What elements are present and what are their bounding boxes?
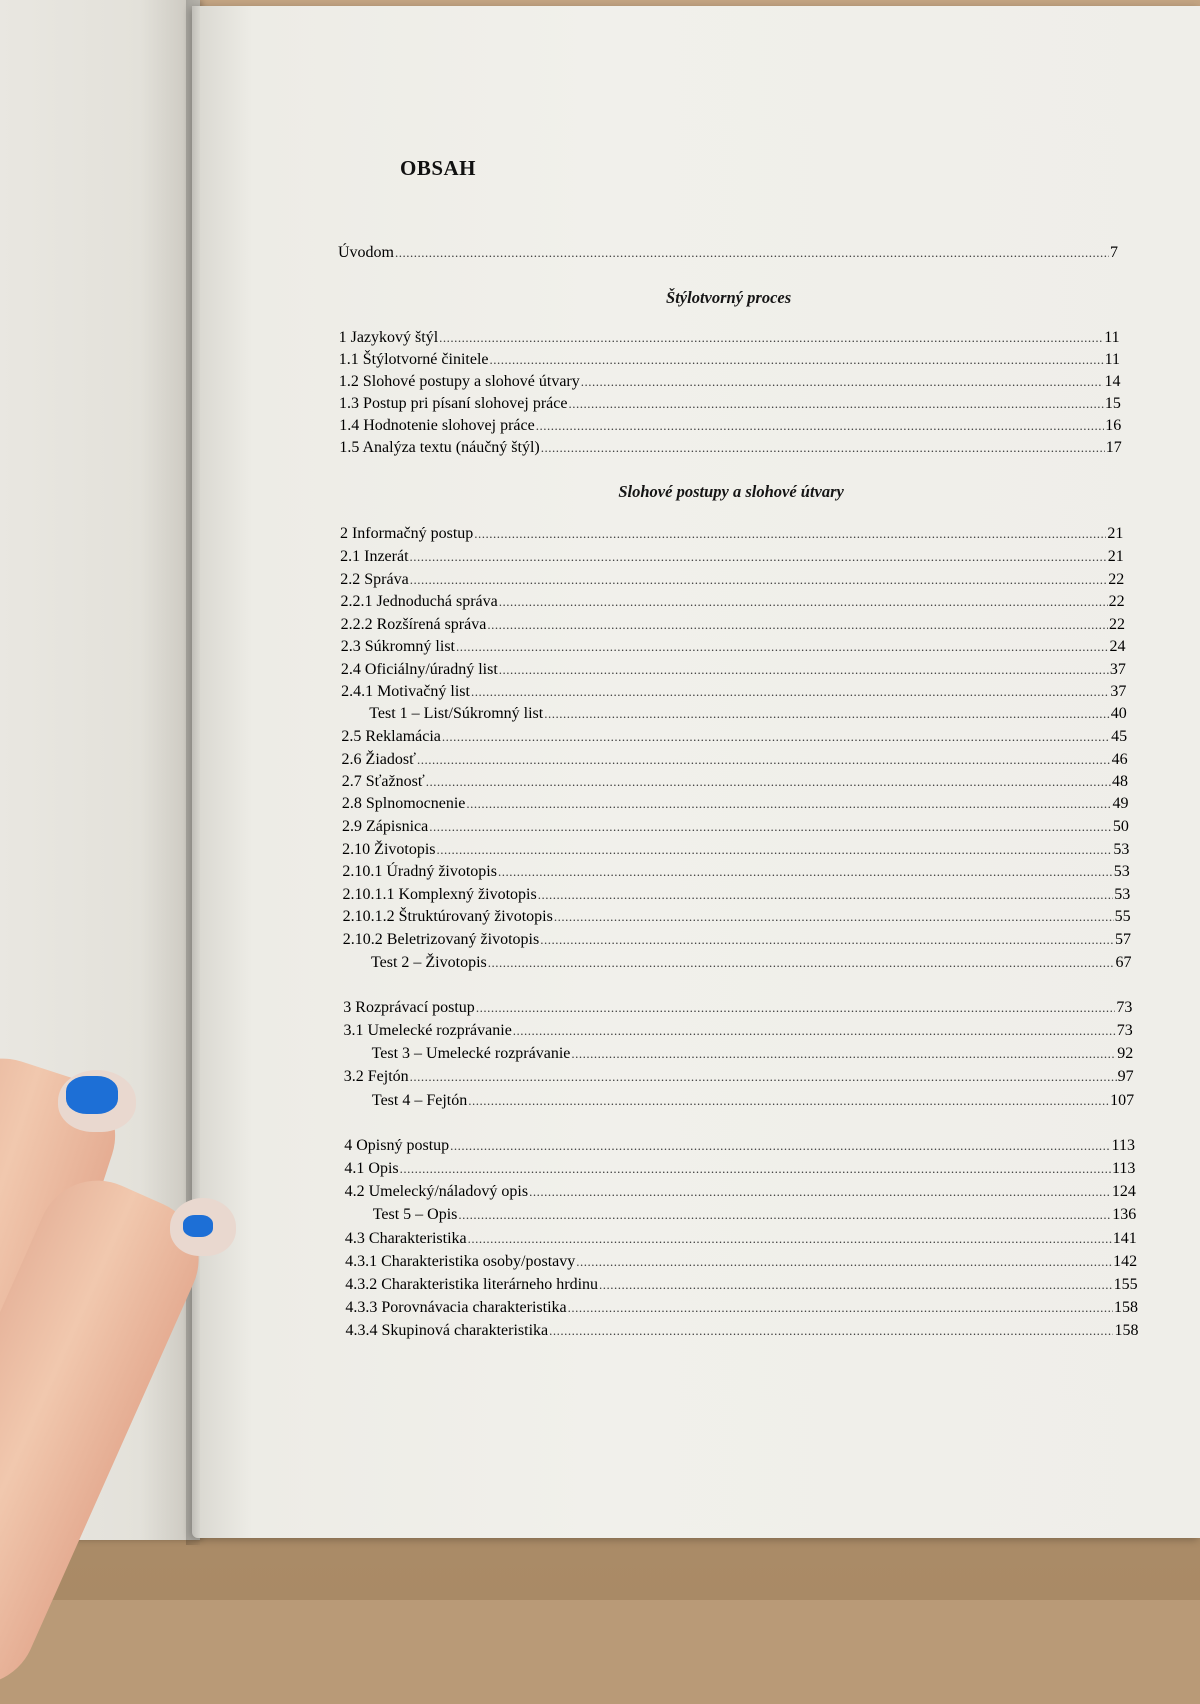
toc-entry-page-number: 107 xyxy=(1110,1092,1135,1109)
dot-leader xyxy=(488,952,1115,974)
dot-leader xyxy=(450,1135,1110,1157)
toc-entry-page-number: 113 xyxy=(1111,1160,1136,1177)
toc-entry-page-number: 57 xyxy=(1115,931,1132,948)
section-heading: Štýlotvorný proces xyxy=(666,288,792,307)
nail-polish-upper xyxy=(66,1076,118,1114)
dot-leader xyxy=(426,771,1111,793)
toc-entry-label: 1.2 Slohové postupy a slohové útvary xyxy=(338,373,580,390)
toc-entry-label: 2 Informačný postup xyxy=(339,525,474,542)
toc-entry-label: 2.5 Reklamácia xyxy=(341,728,441,745)
toc-entry xyxy=(344,1066,1134,1088)
book-spine xyxy=(186,0,200,1545)
toc-entry-page-number: 21 xyxy=(1107,525,1124,542)
toc-entry xyxy=(338,242,1118,264)
toc-entry xyxy=(340,569,1124,591)
dot-leader xyxy=(410,1066,1117,1088)
toc-entry xyxy=(345,1181,1136,1203)
toc-entry-label: 2.7 Sťažnosť xyxy=(341,773,425,790)
toc-entry xyxy=(342,861,1129,883)
toc-entry-page-number: 92 xyxy=(1117,1045,1134,1062)
dot-leader xyxy=(489,349,1103,371)
toc-entry xyxy=(342,771,1128,793)
toc-entry-label: Test 2 – Životopis xyxy=(370,954,487,971)
toc-entry-label: 1 Jazykový štýl xyxy=(338,329,439,346)
toc-entry-page-number: 24 xyxy=(1109,638,1126,655)
toc-entry-label: 2.8 Splnomocnenie xyxy=(341,795,466,812)
dot-leader xyxy=(544,703,1110,725)
dot-leader xyxy=(466,793,1111,815)
dot-leader xyxy=(458,1204,1111,1226)
dot-leader xyxy=(599,1274,1113,1296)
dot-leader xyxy=(540,929,1114,951)
dot-leader xyxy=(554,906,1114,928)
toc-entry xyxy=(339,349,1120,371)
dot-leader xyxy=(576,1251,1112,1273)
toc-entry-page-number: 55 xyxy=(1114,908,1131,925)
toc-entry xyxy=(339,371,1121,393)
toc-entry xyxy=(372,1043,1134,1065)
toc-entry-page-number: 22 xyxy=(1109,616,1126,633)
toc-entry xyxy=(340,591,1124,613)
toc-entry-label: 1.4 Hodnotenie slohovej práce xyxy=(339,417,535,434)
dot-leader xyxy=(476,997,1116,1019)
dot-leader xyxy=(529,1181,1111,1203)
toc-entry xyxy=(339,393,1121,415)
toc-entry-page-number: 22 xyxy=(1108,593,1125,610)
toc-entry-label: Test 1 – List/Súkromný list xyxy=(369,705,544,722)
toc-entry-label: 2.10.1.2 Štruktúrovaný životopis xyxy=(342,908,553,925)
dot-leader xyxy=(395,242,1109,264)
toc-entry-page-number: 67 xyxy=(1115,954,1132,971)
section-heading: Slohové postupy a slohové útvary xyxy=(618,482,844,501)
dot-leader xyxy=(513,1020,1116,1042)
toc-entry-page-number: 53 xyxy=(1113,863,1130,880)
dot-leader xyxy=(417,749,1111,771)
toc-entry-label: 2.2 Správa xyxy=(340,571,409,588)
toc-entry-page-number: 158 xyxy=(1114,1299,1139,1316)
toc-entry-label: 2.10.1 Úradný životopis xyxy=(342,863,497,880)
dot-leader xyxy=(571,1043,1116,1065)
toc-entry-label: 2.2.1 Jednoduchá správa xyxy=(340,593,498,610)
dot-leader xyxy=(456,636,1108,658)
dot-leader xyxy=(429,816,1112,838)
toc-entry-label: Úvodom xyxy=(338,244,394,261)
toc-entry-page-number: 53 xyxy=(1114,886,1131,903)
dot-leader xyxy=(410,569,1107,591)
toc-entry-label: 3 Rozprávací postup xyxy=(343,999,475,1016)
dot-leader xyxy=(568,393,1103,415)
dot-leader xyxy=(568,1297,1113,1319)
dot-leader xyxy=(581,371,1104,393)
toc-entry-label: 2.2.2 Rozšírená správa xyxy=(340,616,487,633)
toc-entry-label: 4.3.3 Porovnávacia charakteristika xyxy=(345,1299,567,1316)
toc-entry-label: 3.2 Fejtón xyxy=(343,1068,409,1085)
dot-leader xyxy=(499,659,1109,681)
toc-entry-page-number: 45 xyxy=(1111,728,1128,745)
toc-entry-page-number: 14 xyxy=(1104,373,1121,390)
toc-entry xyxy=(342,884,1130,906)
toc-entry-page-number: 11 xyxy=(1104,351,1121,368)
dot-leader xyxy=(410,546,1107,568)
toc-entry-label: 4.3 Charakteristika xyxy=(344,1230,467,1247)
toc-entry-label: 4.1 Opis xyxy=(344,1160,399,1177)
toc-entry xyxy=(340,546,1124,568)
dot-leader xyxy=(442,726,1110,748)
toc-entry-label: Test 4 – Fejtón xyxy=(371,1092,468,1109)
toc-entry-label: 2.1 Inzerát xyxy=(340,548,409,565)
toc-entry xyxy=(342,839,1129,861)
toc-entry-page-number: 136 xyxy=(1112,1206,1137,1223)
toc-entry-label: 1.5 Analýza textu (náučný štýl) xyxy=(339,439,540,456)
toc-entry-page-number: 97 xyxy=(1117,1068,1134,1085)
toc-entry-page-number: 40 xyxy=(1110,705,1127,722)
toc-entry-page-number: 11 xyxy=(1104,329,1120,346)
toc-entry-label: 4.3.2 Charakteristika literárneho hrdinu xyxy=(345,1276,599,1293)
toc-entry-label: 2.10.1.1 Komplexný životopis xyxy=(342,886,537,903)
toc-entry-page-number: 22 xyxy=(1108,571,1125,588)
toc-entry-label: 2.4 Oficiálny/úradný list xyxy=(340,661,498,678)
toc-entry xyxy=(343,1020,1132,1042)
toc-entry xyxy=(343,906,1131,928)
toc-entry xyxy=(345,1228,1137,1250)
toc-entry-page-number: 155 xyxy=(1113,1276,1138,1293)
toc-entry-page-number: 21 xyxy=(1107,548,1124,565)
dot-leader xyxy=(437,839,1113,861)
toc-entry-page-number: 37 xyxy=(1110,683,1127,700)
toc-entry xyxy=(341,614,1125,636)
toc-entry xyxy=(342,749,1128,771)
toc-entry-page-number: 16 xyxy=(1105,417,1122,434)
toc-entry-label: 1.3 Postup pri písaní slohovej práce xyxy=(339,395,568,412)
toc-entry-page-number: 73 xyxy=(1116,999,1133,1016)
toc-entry xyxy=(342,793,1129,815)
toc-entry-label: 2.3 Súkromný list xyxy=(340,638,455,655)
dot-leader xyxy=(536,415,1105,437)
dot-leader xyxy=(549,1320,1113,1342)
toc-entry xyxy=(371,952,1132,974)
dot-leader xyxy=(538,884,1113,906)
toc-entry xyxy=(346,1320,1139,1342)
dot-leader xyxy=(541,437,1105,459)
toc-entry xyxy=(343,997,1132,1019)
dot-leader xyxy=(468,1090,1109,1112)
toc-entry xyxy=(341,659,1126,681)
toc-entry xyxy=(341,636,1126,658)
dot-leader xyxy=(474,523,1106,545)
toc-entry-label: 2.10 Životopis xyxy=(342,841,436,858)
toc-entry-page-number: 46 xyxy=(1111,751,1128,768)
toc-entry xyxy=(345,1297,1138,1319)
dot-leader xyxy=(499,591,1108,613)
toc-entry-label: 2.6 Žiadosť xyxy=(341,751,416,768)
toc-entry-page-number: 48 xyxy=(1112,773,1129,790)
toc-entry xyxy=(341,726,1127,748)
toc-entry-page-number: 49 xyxy=(1112,795,1129,812)
nail-polish-lower xyxy=(183,1215,213,1237)
toc-entry-page-number: 124 xyxy=(1111,1183,1136,1200)
toc-entry xyxy=(339,327,1120,349)
dot-leader xyxy=(487,614,1108,636)
toc-entry-page-number: 50 xyxy=(1112,818,1129,835)
toc-entry xyxy=(369,703,1127,725)
toc-entry-page-number: 141 xyxy=(1112,1230,1137,1247)
toc-entry xyxy=(344,1158,1135,1180)
dot-leader xyxy=(471,681,1109,703)
dot-leader xyxy=(468,1228,1112,1250)
toc-entry xyxy=(372,1090,1134,1112)
toc-entry xyxy=(340,523,1123,545)
toc-entry xyxy=(339,437,1121,459)
toc-entry-label: 2.10.2 Beletrizovaný životopis xyxy=(342,931,540,948)
toc-entry-label: 4.2 Umelecký/náladový opis xyxy=(344,1183,529,1200)
toc-entry-label: 4.3.4 Skupinová charakteristika xyxy=(345,1322,549,1339)
toc-entry-page-number: 15 xyxy=(1104,395,1121,412)
toc-entry-page-number: 113 xyxy=(1111,1137,1135,1154)
toc-entry-page-number: 7 xyxy=(1110,244,1118,261)
toc-entry-label: 4 Opisný postup xyxy=(344,1137,450,1154)
toc-entry xyxy=(373,1204,1137,1226)
toc-entry xyxy=(344,1135,1135,1157)
toc-entry-page-number: 37 xyxy=(1109,661,1126,678)
toc-entry-page-number: 17 xyxy=(1105,439,1122,456)
toc-entry-label: 1.1 Štýlotvorné činitele xyxy=(338,351,489,368)
toc-entry-page-number: 73 xyxy=(1116,1022,1133,1039)
toc-entry-label: 4.3.1 Charakteristika osoby/postavy xyxy=(345,1253,576,1270)
dot-leader xyxy=(439,327,1103,349)
toc-entry xyxy=(345,1274,1137,1296)
toc-entry xyxy=(343,929,1131,951)
toc-entry xyxy=(341,681,1126,703)
dot-leader xyxy=(400,1158,1111,1180)
toc-entry xyxy=(345,1251,1137,1273)
toc-entry-label: Test 5 – Opis xyxy=(372,1206,458,1223)
toc-entry-page-number: 53 xyxy=(1113,841,1130,858)
toc-entry-label: 2.9 Zápisnica xyxy=(342,818,429,835)
dot-leader xyxy=(498,861,1113,883)
toc-entry-label: 2.4.1 Motivačný list xyxy=(341,683,470,700)
toc-entry-page-number: 142 xyxy=(1113,1253,1138,1270)
toc-entry xyxy=(342,816,1129,838)
page-title: OBSAH xyxy=(400,156,477,180)
toc-entry-label: Test 3 – Umelecké rozprávanie xyxy=(371,1045,571,1062)
toc-entry-page-number: 158 xyxy=(1114,1322,1139,1339)
toc-entry-label: 3.1 Umelecké rozprávanie xyxy=(343,1022,512,1039)
toc-entry xyxy=(339,415,1121,437)
